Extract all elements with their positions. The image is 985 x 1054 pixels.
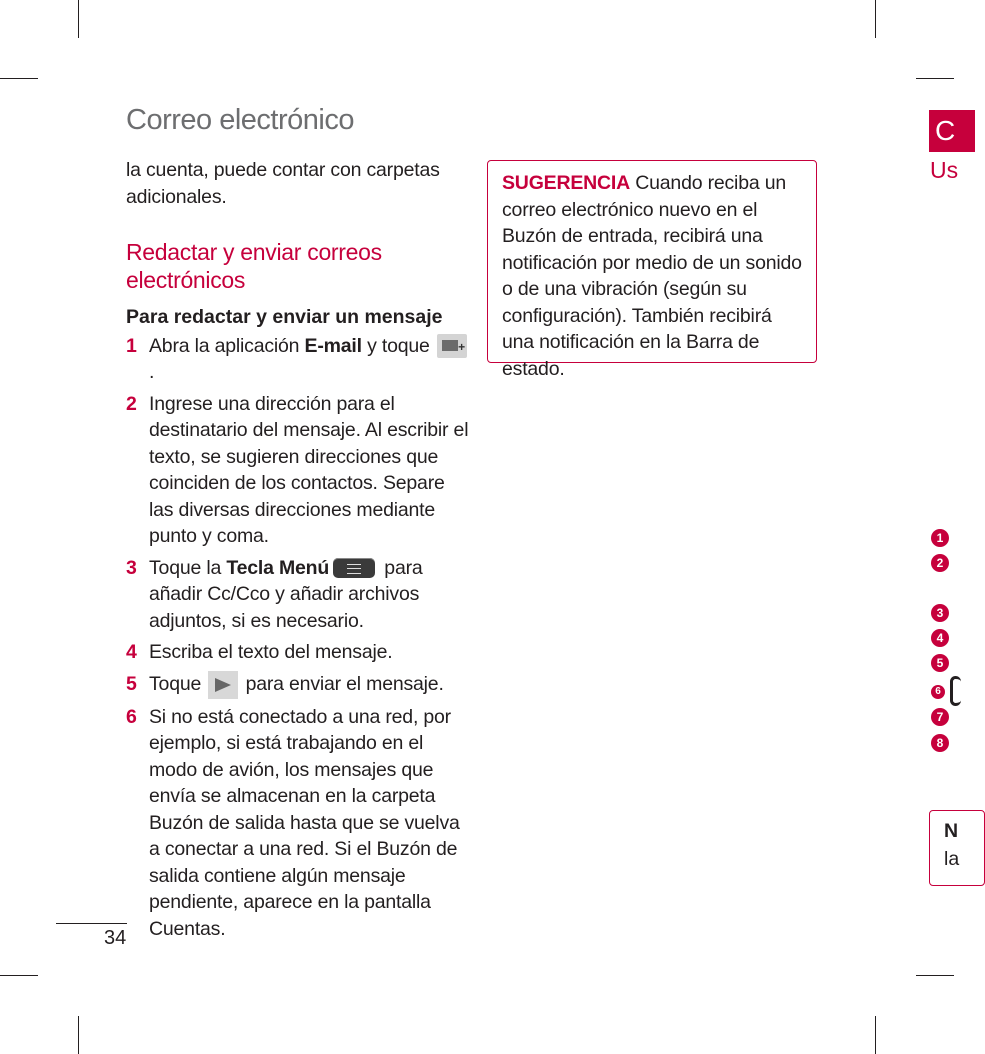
note-line: N	[944, 820, 959, 842]
callout-number: 1	[931, 529, 949, 547]
step-number: 2	[126, 392, 137, 415]
callout-number: 7	[931, 708, 949, 726]
partial-glyph	[950, 676, 961, 706]
note-line: la	[944, 848, 960, 870]
callout-number: 5	[931, 654, 949, 672]
step-number: 5	[126, 672, 137, 695]
footer-divider	[56, 923, 127, 924]
tip-box	[487, 160, 817, 380]
step-number: 3	[126, 556, 137, 579]
menu-key-icon	[333, 558, 375, 578]
tip-text: Cuando reciba un correo electrónico nuevo en el Buzón de entrada, recibirá una notificación por medio de un sonido o de una vibración (según su configuración). También recibirá una notificación en la Barra de estado.	[502, 172, 802, 380]
list-item	[126, 671, 471, 699]
crop-mark	[916, 78, 954, 79]
list-item	[126, 639, 471, 666]
step-number: 6	[126, 705, 137, 728]
step-text: Toque la	[149, 556, 227, 579]
compose-mail-icon: +	[437, 334, 467, 358]
app-name: E-mail	[304, 334, 362, 357]
callout-number: 2	[931, 554, 949, 572]
list-item	[126, 555, 471, 635]
list-item	[126, 704, 471, 943]
sub-title: Para redactar y enviar un mensaje	[126, 306, 443, 328]
step-text: .	[149, 361, 155, 383]
step-text: para enviar el mensaje.	[240, 672, 444, 695]
step-text: Si no está conectado a una red, por ejemplo, si está trabajando en el modo de avión, los mensajes que envía se almacenan en la carpeta Buzón de salida hasta que se vuelva a conectar a una red. Si el Buzón de salida contiene algún mensaje pendiente, aparece en la pantalla Cuentas.	[149, 705, 460, 940]
tip-label: SUGERENCIA	[502, 172, 631, 194]
section-title: Redactar y enviar correos electrónicos	[126, 239, 382, 293]
crop-mark	[0, 78, 38, 79]
step-text: Toque	[149, 672, 207, 695]
intro-paragraph: la cuenta, puede contar con carpetas adicionales.	[126, 159, 440, 208]
steps-list	[126, 333, 471, 943]
chapter-tab: C	[929, 110, 975, 152]
note-box	[929, 810, 985, 886]
step-number: 1	[126, 334, 137, 357]
step-text: para añadir Cc/Cco y añadir archivos adjuntos, si es necesario.	[149, 556, 423, 632]
crop-mark	[875, 1016, 876, 1054]
crop-mark	[875, 0, 876, 38]
send-icon	[208, 671, 238, 699]
step-text: y toque	[361, 334, 435, 357]
crop-mark	[0, 975, 38, 976]
callout-number: 8	[931, 734, 949, 752]
step-text: Abra la aplicación	[149, 334, 305, 357]
step-number: 4	[126, 641, 137, 663]
chapter-tab-subtitle: Us	[930, 157, 959, 183]
step-text: Escriba el texto del mensaje.	[149, 641, 393, 663]
page-number: 34	[104, 927, 127, 949]
crop-mark	[78, 1016, 79, 1054]
callout-number: 4	[931, 629, 949, 647]
callout-number: 3	[931, 604, 949, 622]
crop-mark	[916, 975, 954, 976]
key-name: Tecla Menú	[226, 556, 330, 579]
list-item	[126, 333, 471, 386]
left-column	[126, 157, 471, 947]
callout-number: 6	[931, 685, 945, 699]
step-text: Ingrese una dirección para el destinatario del mensaje. Al escribir el texto, se sugieren direcciones que coinciden de los contactos. Separe las diversas direcciones mediante punto y coma.	[149, 392, 469, 547]
list-item	[126, 391, 471, 550]
crop-mark	[78, 0, 79, 38]
page-title: Correo electrónico	[126, 104, 354, 136]
